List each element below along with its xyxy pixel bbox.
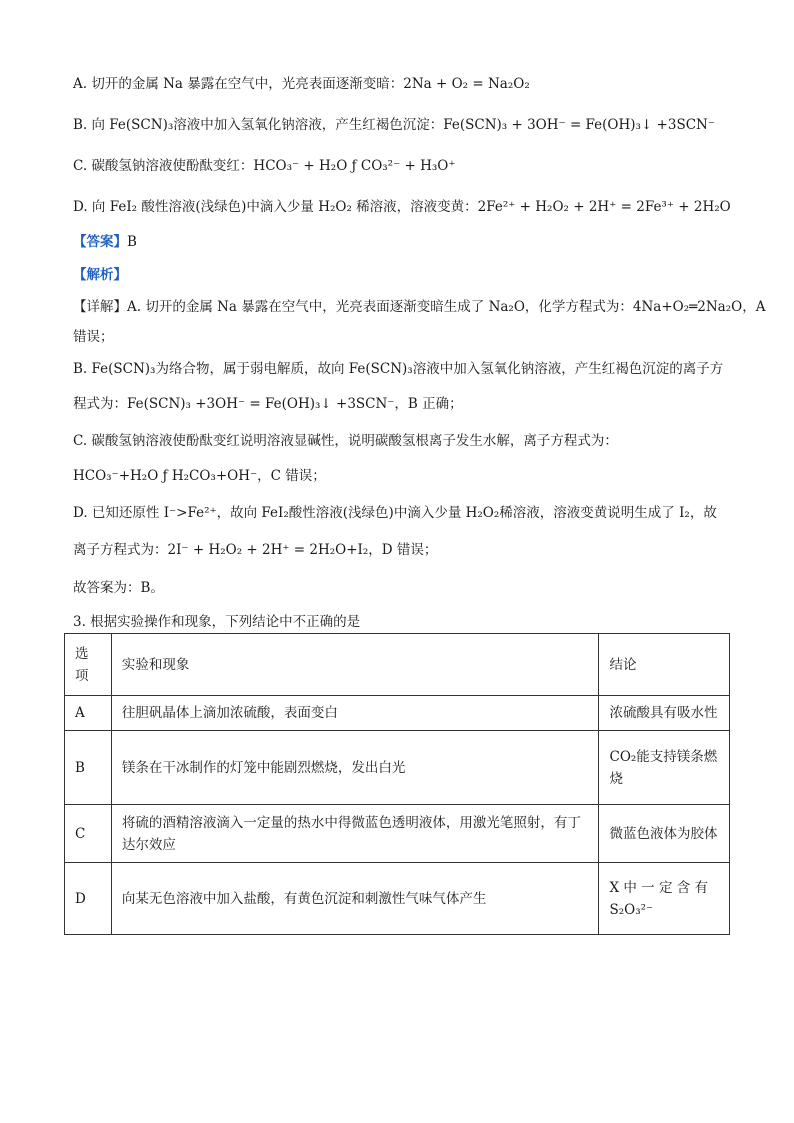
table-row [65,731,730,805]
option-b: B. 向 Fe(SCN)₃溶液中加入氢氧化钠溶液，产生红褐色沉淀：Fe(SCN)₃ + 3OH⁻ = Fe(OH)₃↓ +3SCN⁻ [73,117,715,133]
row-d-label: D [65,863,112,935]
row-b-label: B [65,731,112,805]
detail-b-line2: 程式为：Fe(SCN)₃ +3OH⁻ = Fe(OH)₃↓ +3SCN⁻，B 正确； [73,396,463,412]
row-a-conclusion: 浓硫酸具有吸水性 [599,696,730,731]
row-b-experiment: 镁条在干冰制作的灯笼中能剧烈燃烧，发出白光 [111,731,599,805]
table-row [65,863,730,935]
row-d-experiment: 向某无色溶液中加入盐酸，有黄色沉淀和刺激性气味气体产生 [111,863,599,935]
header-option: 选项 [65,634,112,696]
detail-c-line1: C. 碳酸氢钠溶液使酚酞变红说明溶液显碱性，说明碳酸氢根离子发生水解，离子方程式为： [73,433,618,449]
row-c-label: C [65,805,112,863]
detail-b-line1: B. Fe(SCN)₃为络合物，属于弱电解质，故向 Fe(SCN)₃溶液中加入氢氧化钠溶液，产生红褐色沉淀的离子方 [73,361,724,377]
row-c-experiment: 将硫的酒精溶液滴入一定量的热水中得微蓝色透明液体，用激光笔照射，有丁达尔效应 [111,805,599,863]
detail-a-line1: 【详解】A. 切开的金属 Na 暴露在空气中，光亮表面逐渐变暗生成了 Na₂O，化学方程式为：4Na+O₂═2Na₂O，A [73,299,766,315]
header-experiment: 实验和现象 [111,634,599,696]
table-header-row [65,634,730,696]
row-c-conclusion: 微蓝色液体为胶体 [599,805,730,863]
question-3-title: 3. 根据实验操作和现象，下列结论中不正确的是 [73,614,361,630]
header-conclusion: 结论 [599,634,730,696]
option-d: D. 向 FeI₂ 酸性溶液(浅绿色)中滴入少量 H₂O₂ 稀溶液，溶液变黄：2Fe²⁺ + H₂O₂ + 2H⁺ = 2Fe³⁺ + 2H₂O [73,199,731,215]
table-row [65,805,730,863]
detail-final: 故答案为：B。 [73,580,164,596]
row-d-conclusion: X 中 一 定 含 有 S₂O₃²⁻ [599,863,730,935]
experiment-table [64,633,730,935]
answer-value: B [127,234,137,250]
row-a-experiment: 往胆矾晶体上滴加浓硫酸，表面变白 [111,696,599,731]
option-a: A. 切开的金属 Na 暴露在空气中，光亮表面逐渐变暗：2Na + O₂ = Na₂O₂ [73,76,530,92]
detail-d-line2: 离子方程式为：2I⁻ + H₂O₂ + 2H⁺ = 2H₂O+I₂，D 错误； [73,542,438,558]
option-c: C. 碳酸氢钠溶液使酚酞变红：HCO₃⁻ + H₂O ƒ CO₃²⁻ + H₃O⁺ [73,158,456,174]
detail-d-line1: D. 已知还原性 I⁻>Fe²⁺，故向 FeI₂酸性溶液(浅绿色)中滴入少量 H₂O₂稀溶液，溶液变黄说明生成了 I₂，故 [73,505,717,521]
answer-label: 【答案】 [73,234,127,250]
table-row [65,696,730,731]
analysis-label: 【解析】 [73,267,127,283]
detail-c-line2: HCO₃⁻+H₂O ƒ H₂CO₃+OH⁻，C 错误； [73,468,326,484]
row-b-conclusion: CO₂能支持镁条燃烧 [599,731,730,805]
answer-line [73,232,137,252]
row-a-label: A [65,696,112,731]
analysis-line [73,265,127,285]
detail-a-line2: 错误； [73,329,114,345]
